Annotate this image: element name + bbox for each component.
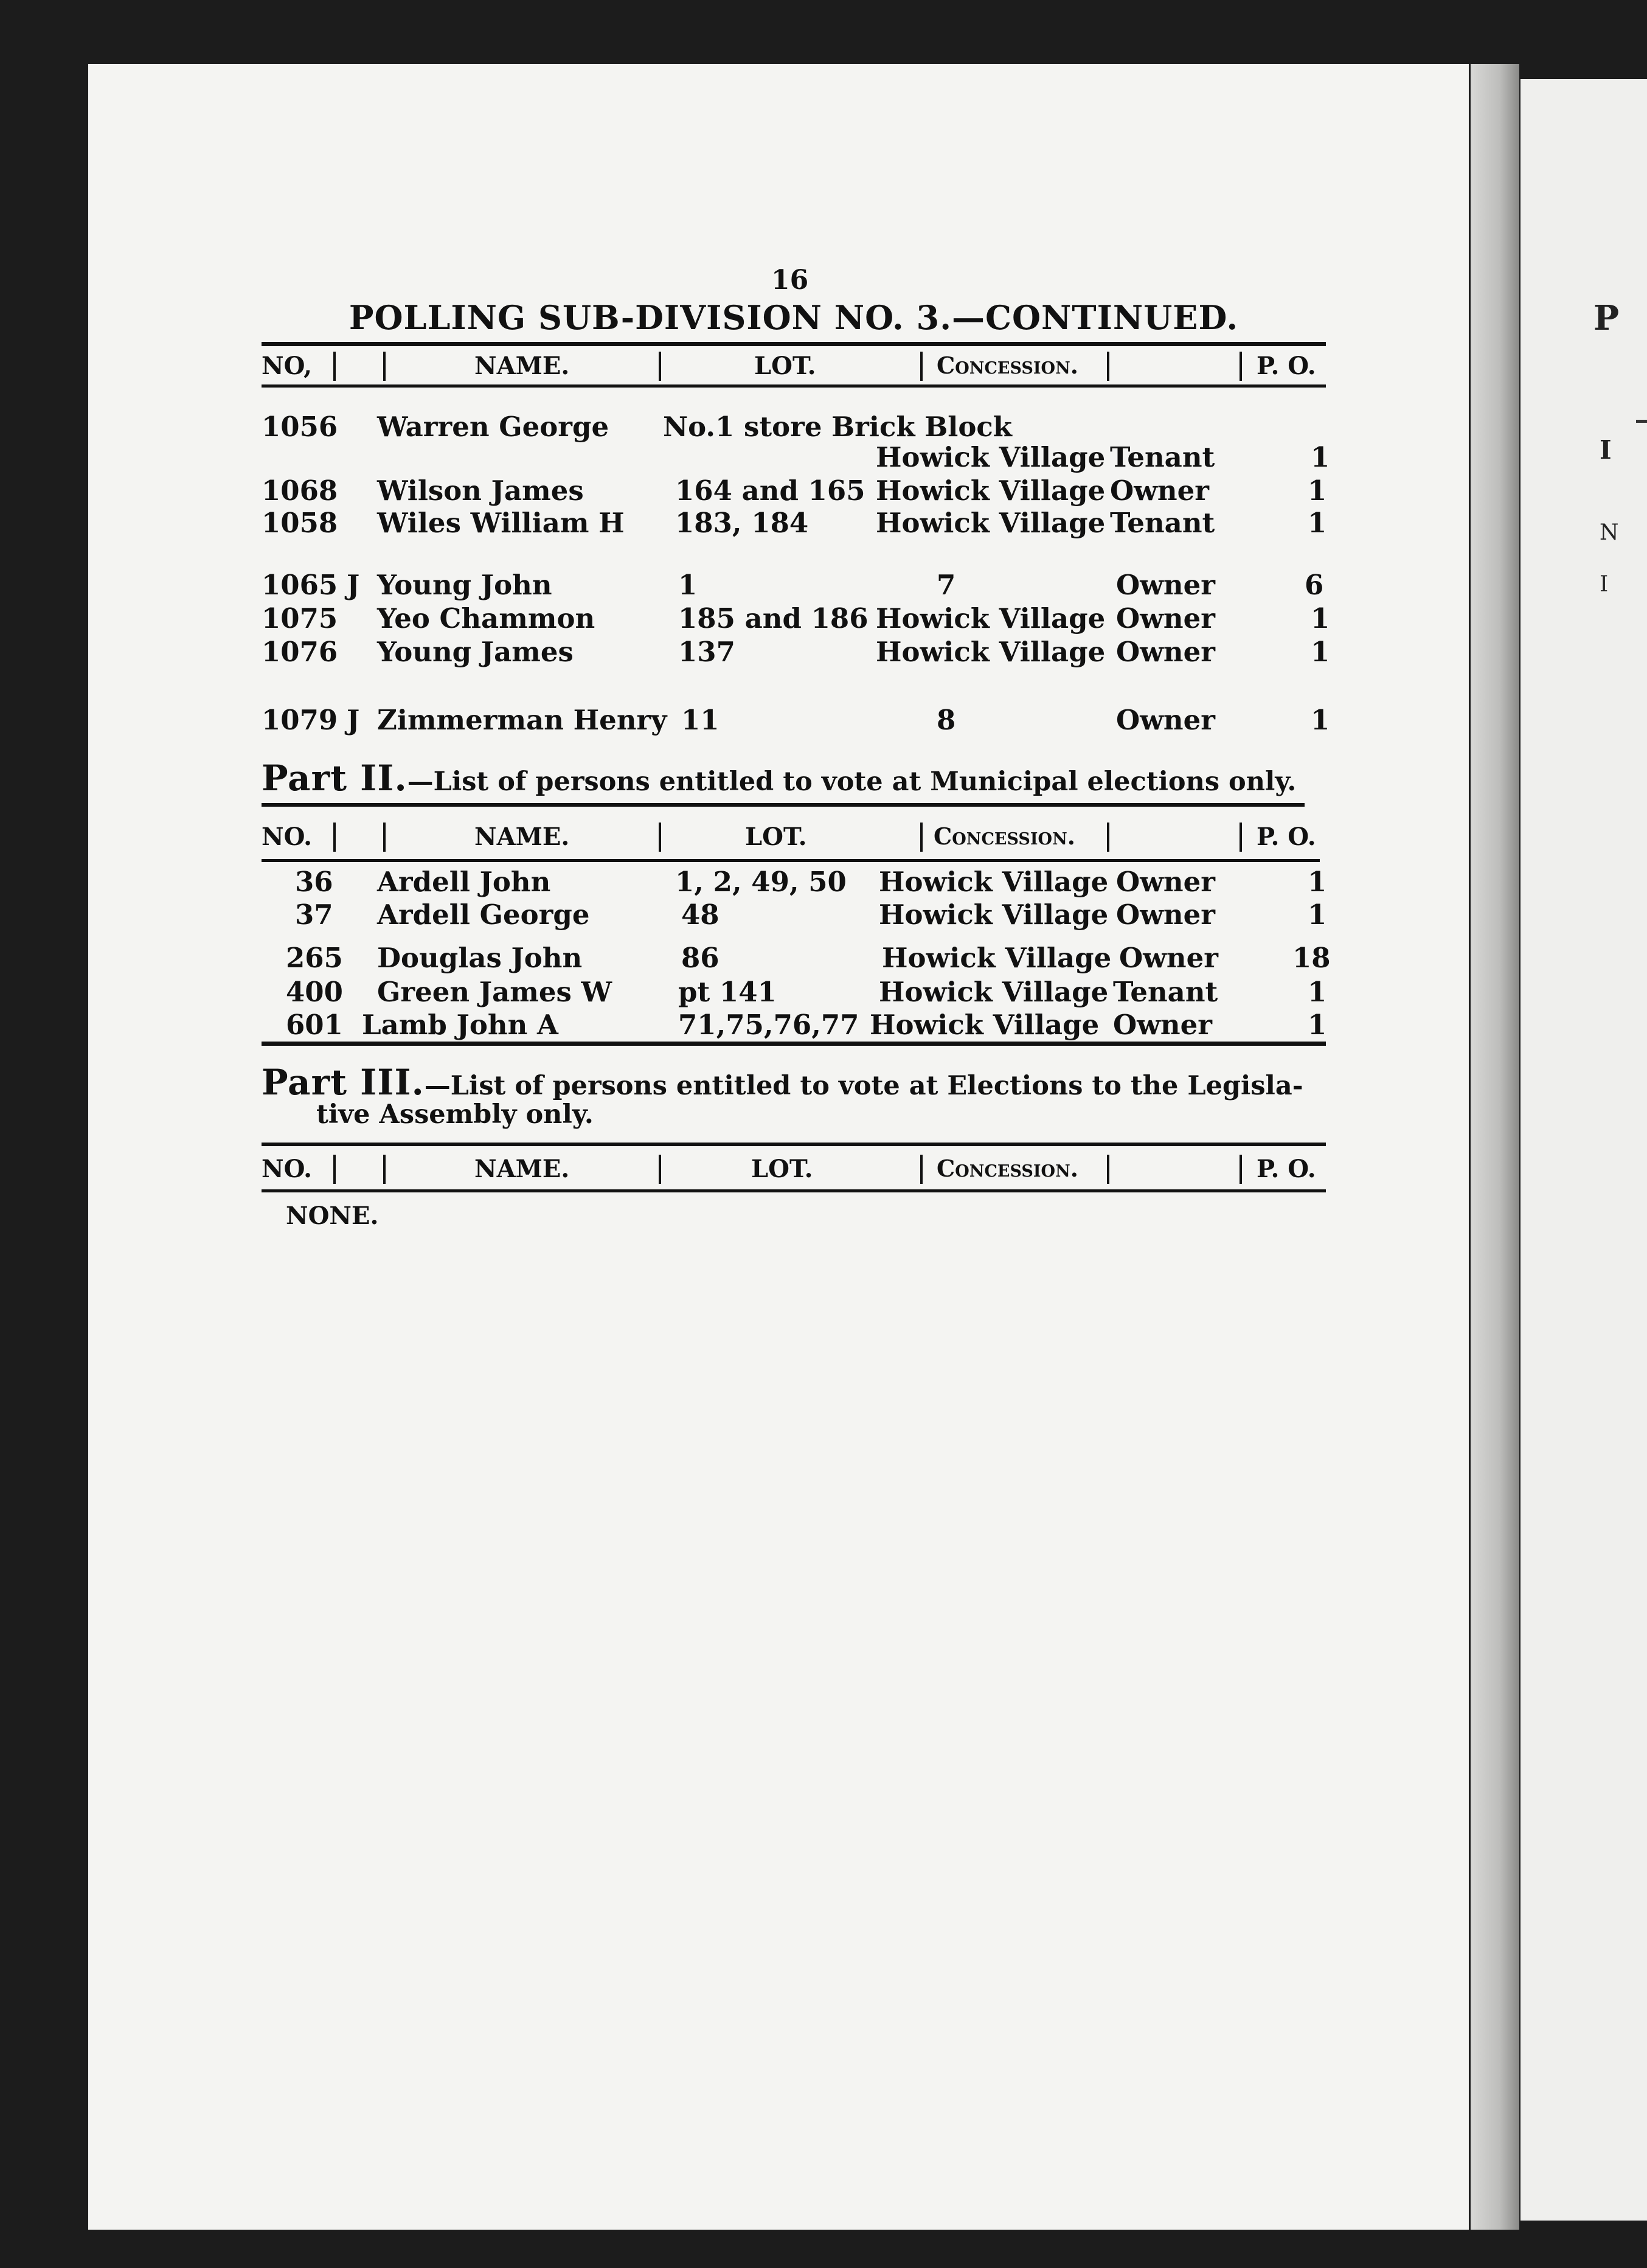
header-lot: LOT. <box>754 352 816 380</box>
table-row: 1065 J Young John 1 7 Owner 6 <box>262 569 1324 601</box>
book-spine <box>1471 64 1519 2230</box>
part2-label: Part II. <box>262 757 407 799</box>
table-row: 265 Douglas John 86 Howick Village Owner 18 <box>286 942 1331 974</box>
adjacent-page-fragment: N <box>1600 520 1619 545</box>
header-concession: Concession. <box>937 352 1078 379</box>
table-row: 1076 Young James 137 Howick Village Owner 1 <box>262 636 1330 668</box>
part3-none: NONE. <box>286 1202 379 1230</box>
adjacent-page-fragment: P <box>1593 298 1620 338</box>
table-row: 1079 J Zimmerman Henry 11 8 Owner 1 <box>262 704 1330 736</box>
header-po: P. O. <box>1257 352 1316 380</box>
table-row: Howick Village Tenant 1 <box>876 441 1330 473</box>
table-row: 36 Ardell John 1, 2, 49, 50 Howick Village Owner 1 <box>295 866 1327 898</box>
table-row: 37 Ardell George 48 Howick Village Owner 1 <box>295 899 1327 931</box>
table-row: 1068 Wilson James 164 and 165 Howick Village Owner 1 <box>262 475 1327 507</box>
table-row: 1058 Wiles William H 183, 184 Howick Village Tenant 1 <box>262 507 1327 539</box>
part3-title <box>262 1062 1303 1130</box>
part3-column-headers: NO. NAME. LOT. Concession. P. O. <box>262 1155 1316 1183</box>
header-name: NAME. <box>474 352 570 380</box>
header-bottom-rule <box>262 384 1326 388</box>
part3-label: Part III. <box>262 1062 425 1103</box>
table-row: 1056 Warren George No.1 store Brick Block <box>262 411 1012 443</box>
part2-header-rule <box>262 859 1320 862</box>
header-top-rule <box>262 342 1326 346</box>
part2-title <box>262 757 1296 799</box>
part2-description: —List of persons entitled to vote at Municipal elections only. <box>407 767 1297 797</box>
section-title: POLLING SUB-DIVISION NO. 3.—CONTINUED. <box>348 298 1239 337</box>
part3-header-rule <box>262 1189 1326 1192</box>
part3-description-cont: tive Assembly only. <box>316 1099 594 1130</box>
table-row: 601 Lamb John A 71,75,76,77 Howick Village Owner 1 <box>286 1009 1327 1041</box>
adjacent-page-edge <box>1520 79 1647 2221</box>
part2-top-rule <box>262 803 1305 807</box>
table-row: 400 Green James W pt 141 Howick Village Tenant 1 <box>286 976 1327 1008</box>
page-number: 16 <box>771 265 809 296</box>
part1-column-headers <box>262 352 1326 382</box>
part3-top-rule <box>262 1143 1326 1146</box>
table-row: 1075 Yeo Chammon 185 and 186 Howick Village Owner 1 <box>262 602 1330 635</box>
part2-column-headers: NO. NAME. LOT. Concession. P. O. <box>262 823 1316 851</box>
adjacent-page-fragment: I <box>1600 435 1612 465</box>
header-no: NO, <box>262 352 312 380</box>
adjacent-page-fragment: I <box>1600 572 1609 597</box>
document-page <box>88 64 1469 2230</box>
part2-bottom-rule <box>262 1042 1326 1046</box>
part3-description: —List of persons entitled to vote at Elections to the Legisla- <box>424 1071 1303 1101</box>
